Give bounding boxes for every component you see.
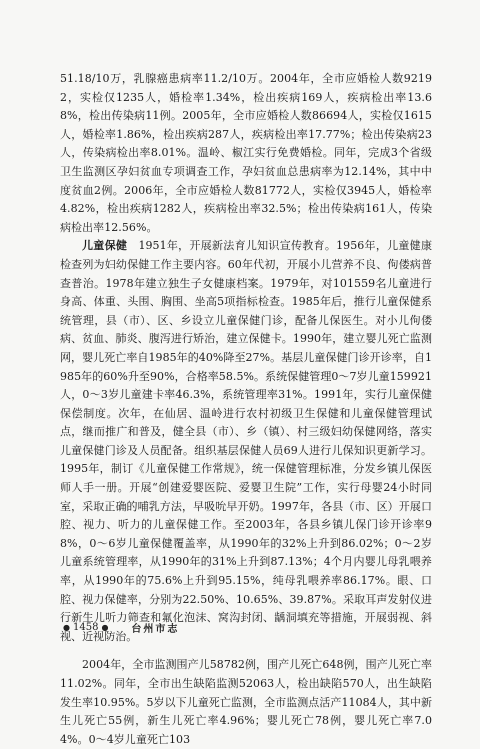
- page-footer: [60, 620, 179, 635]
- book-title: 台州市志: [131, 624, 180, 635]
- paragraph-child-health-text: 1951年，开展新法育儿知识宣传教育。1956年，儿童健康检查列为妇幼保健工作主要内容。60年代初，开展小儿营养不良、佝偻病普查普治。1978年建立独生子女健康档案。1979年，对101559名儿童进行身高、体重、头围、胸围、坐高5项指标检查。1985年后，推行儿童保健系统管理，县（市）、区、乡设立儿童保健门诊，配备儿保医生。对小儿佝偻病、贫血、肺炎、腹泻进行矫治，建立保健卡。1990年，建立婴儿死亡监测网，婴儿死亡率自1985年的40%降至27%。基层儿童保健门诊开诊率，自1985年的60%升至90%，合格率58.5%。系统保健管理0～7岁儿童159921人，0～3岁儿童建卡率46.3%，系统管理率31%。1991年，实行儿童保健保偿制度。次年，在仙居、温岭进行农村初级卫生保健和儿童保健管理试点，继而推广和普及，健全县（市）、乡（镇）、村三级妇幼保健网络，落实儿童保健门诊及人员配备。组织基层保健人员69人进行儿保知识更新学习。1995年，制订《儿童保健工作常规》，统一保健管理标准，分发乡镇儿保医师人手一册。开展“创建爱婴医院、爱婴卫生院”工作，实行母婴24小时同室，采取正确的哺乳方法，早吸吮早开奶。1997年，各县（市、区）开展口腔、视力、听力的儿童保健工作。至2003年，各县乡镇儿保门诊开诊率98%，0～6岁儿童保健覆盖率，从1990年的32%上升到86.02%；0～2岁儿童系统管理率，从1990年的31%上升到87.13%；4个月内婴儿母乳喂养率，从1990年的75.6%上升到95.15%，纯母乳喂养率86.17%。眼、口腔、视力保健率，分别为22.50%、10.65%、39.87%。采取耳声发射仪进行新生儿听力筛查和氟化泡沫、窝沟封闭、龋洞填充等措施，开展弱视、斜视、近视防治。: [60, 239, 433, 643]
- paragraph-child-health: [60, 237, 432, 646]
- section-heading-child-health: 儿童保健: [82, 239, 128, 253]
- bullet-icon: ●: [101, 623, 109, 632]
- page-number: 1458: [72, 622, 99, 633]
- bullet-icon: ●: [63, 623, 70, 632]
- body-text: [60, 70, 432, 749]
- paragraph-perinatal-monitoring: 2004年，全市监测围产儿58782例，围产儿死亡648例，围产儿死亡率11.02%。同年，全市出生缺陷监测52063人，检出缺陷570人，出生缺陷发生率10.95%。5岁以下儿童死亡监测，全市监测点活产11084人，其中新生儿死亡55例，新生儿死亡率4.96%；婴儿死亡78例，婴儿死亡率7.04%。0～4岁儿童死亡103: [60, 658, 432, 746]
- paragraph-premarital-exam: 51.18/10万，乳腺癌患病率11.2/10万。2004年，全市应婚检人数92192，实检仅1235人，婚检率1.34%，检出疾病169人，疾病检出率13.68%，检出传染病11例。2005年，全市应婚检人数86694人，实检仅1615人，婚检率1.86%，检出疾病287人，疾病检出率17.77%；检出传染病23人，传染病检出率8.01%。温岭、椒江实行免费婚检。同年，完成3个省级卫生监测区孕妇贫血专项调查工作，孕妇贫血总患病率为12.14%，其中中度贫血2例。2006年，全市应婚检人数81772人，实检仅3945人，婚检率4.82%，检出疾病1282人，疾病检出率32.5%；检出传染病161人，传染病检出率12.56%。: [60, 72, 432, 234]
